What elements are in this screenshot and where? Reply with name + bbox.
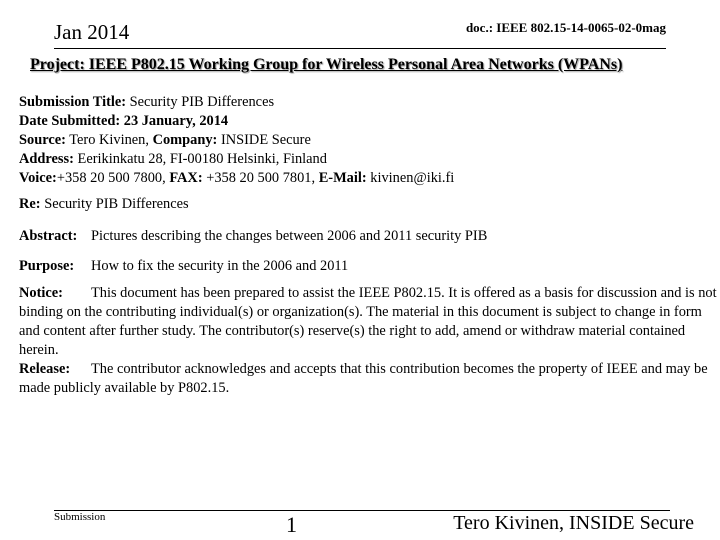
- fax-label: FAX:: [169, 170, 203, 186]
- company-value: INSIDE Secure: [220, 132, 311, 148]
- voice-label: Voice:: [19, 170, 57, 186]
- project-title: Project: IEEE P802.15 Working Group for Wireless Personal Area Networks (WPANs): [30, 56, 623, 73]
- voice-value: +358 20 500 7800,: [56, 170, 166, 186]
- abstract-value: Pictures describing the changes between 2006 and 2011 security PIB: [91, 228, 488, 244]
- release-label: Release:: [19, 361, 71, 377]
- source-label: Source:: [19, 132, 66, 148]
- re-line: [19, 196, 189, 213]
- date-submitted-label: Date Submitted:: [19, 113, 121, 129]
- submission-title-label: Submission Title:: [19, 94, 127, 110]
- fax-value: +358 20 500 7801,: [206, 170, 316, 186]
- header-date: Jan 2014: [54, 20, 130, 44]
- submission-title-line: [19, 94, 274, 111]
- source-value: Tero Kivinen,: [69, 132, 149, 148]
- submission-title-value: Security PIB Differences: [129, 94, 275, 110]
- contact-line: [19, 170, 454, 187]
- date-submitted-line: [19, 113, 228, 130]
- address-label: Address:: [19, 151, 74, 167]
- notice-text: This document has been prepared to assist the IEEE P802.15. It is offered as a basis for discussion and is not binding on the contributing individual(s) or organization(s). The material in this document is subject to change in form and content after further study. The contributor(s) reserve(s) the right to add, amend or withdraw material contained herein.: [19, 285, 717, 358]
- date-submitted-value: 23 January, 2014: [123, 113, 229, 129]
- release-text: The contributor acknowledges and accepts that this contribution becomes the property of IEEE and may be made publicly available by P802.15.: [19, 361, 708, 396]
- notice-release-block: [19, 284, 719, 398]
- email-value[interactable]: kivinen@iki.fi: [370, 170, 455, 186]
- footer-submission: Submission: [54, 511, 106, 523]
- address-line: [19, 151, 327, 168]
- header-divider: [54, 48, 666, 49]
- re-label: Re:: [19, 196, 41, 212]
- purpose-line: [19, 258, 348, 275]
- abstract-label: Abstract:: [19, 228, 78, 244]
- company-label: Company:: [152, 132, 218, 148]
- footer-page-number: 1: [286, 512, 297, 537]
- notice-label: Notice:: [19, 285, 63, 301]
- footer-divider: [54, 510, 670, 511]
- release-paragraph: [19, 360, 719, 398]
- notice-paragraph: [19, 284, 719, 360]
- re-value: Security PIB Differences: [44, 196, 189, 212]
- header-doc-id: doc.: IEEE 802.15-14-0065-02-0mag: [465, 20, 666, 35]
- email-label: E-Mail:: [318, 170, 367, 186]
- abstract-line: [19, 228, 487, 245]
- address-value: Eerikinkatu 28, FI-00180 Helsinki, Finland: [77, 151, 327, 167]
- source-line: [19, 132, 311, 149]
- purpose-value: How to fix the security in the 2006 and 2011: [91, 258, 349, 274]
- footer-author: Tero Kivinen, INSIDE Secure: [453, 512, 694, 534]
- purpose-label: Purpose:: [19, 258, 75, 274]
